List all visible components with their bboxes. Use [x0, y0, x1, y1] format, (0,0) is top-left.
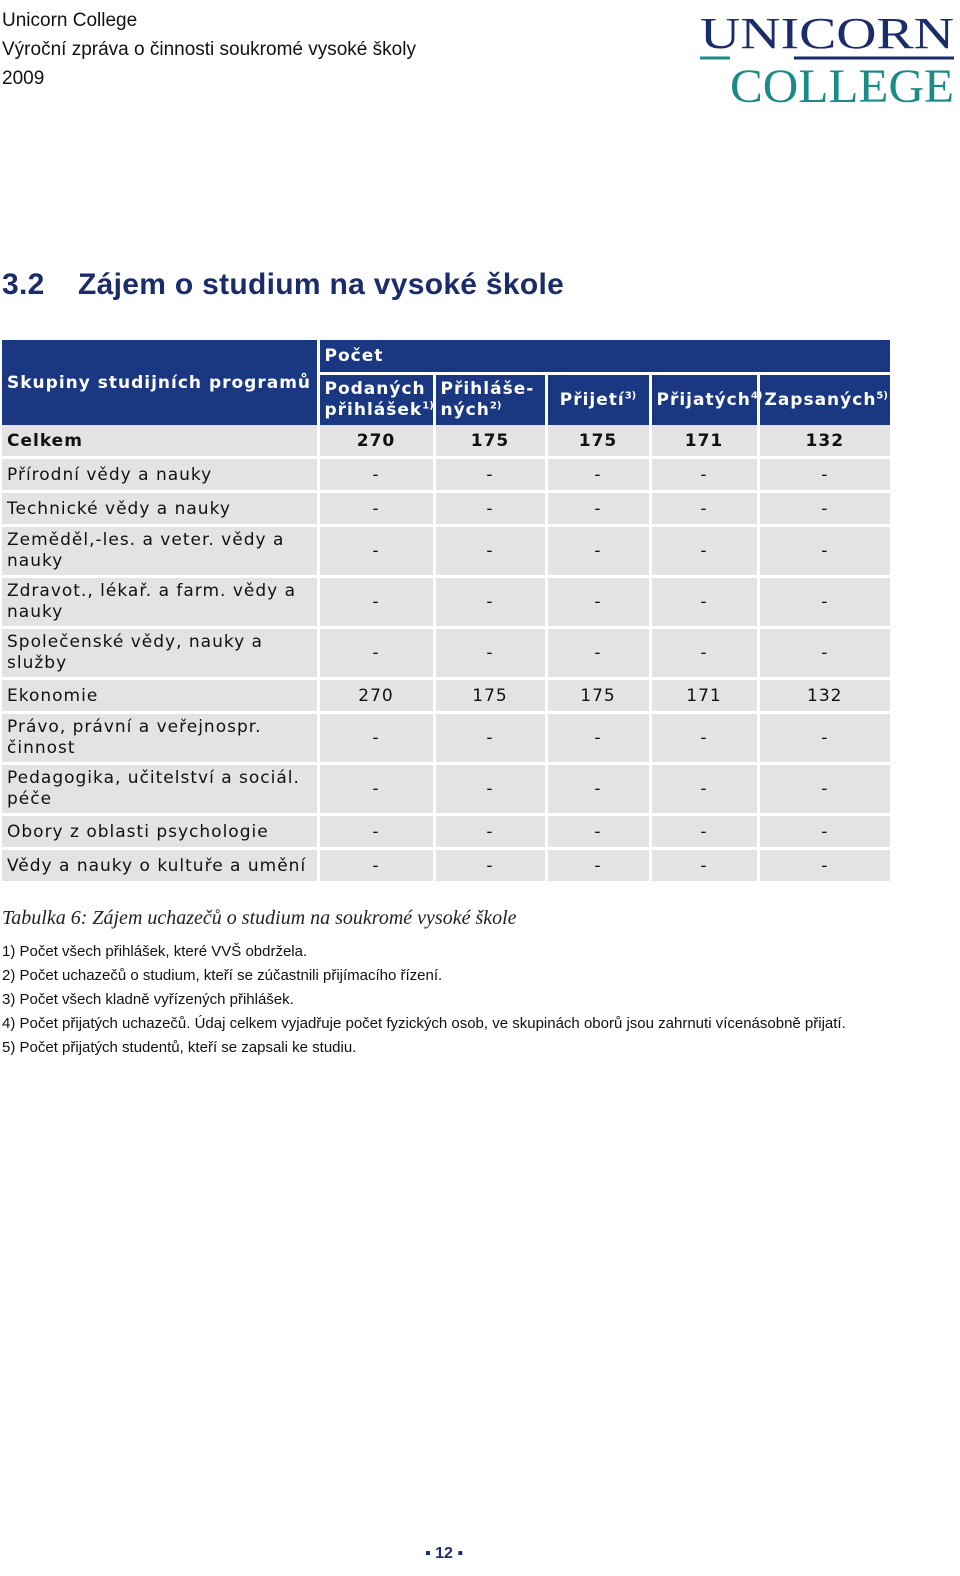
cell: 175 [546, 679, 650, 713]
cell: - [546, 577, 650, 628]
cell: - [318, 628, 434, 679]
cell: - [546, 815, 650, 849]
cell: - [758, 526, 890, 577]
cell: - [434, 628, 546, 679]
cell: 270 [318, 425, 434, 458]
footnote-3: 3) Počet všech kladně vyřízených přihlášek. [2, 991, 294, 1008]
cell: - [318, 526, 434, 577]
table-row [2, 764, 890, 815]
table-caption: Tabulka 6: Zájem uchazečů o studium na soukromé vysoké škole [2, 907, 517, 929]
table-row [2, 577, 890, 628]
cell: - [434, 815, 546, 849]
col-header-podanych: Podaných přihlášek$^{1)}$ [318, 374, 434, 426]
cell: - [650, 492, 758, 526]
cell: 132 [758, 425, 890, 458]
footnote-5: 5) Počet přijatých studentů, kteří se zapsali ke studiu. [2, 1039, 357, 1056]
cell: 171 [650, 425, 758, 458]
col-header-zapsanych: Zapsaných$^{5)}$ [758, 374, 890, 426]
col-header-prijeti: Přijetí$^{3)}$ [546, 374, 650, 426]
cell: - [650, 815, 758, 849]
cell: - [758, 713, 890, 764]
section-number: 3.2 [2, 268, 45, 301]
count-group-header: Počet [318, 340, 890, 374]
cell: - [318, 577, 434, 628]
cell: - [434, 458, 546, 492]
cell: - [650, 577, 758, 628]
table-row [2, 492, 890, 526]
section-title: Zájem o studium na vysoké škole [78, 268, 565, 301]
table-row [2, 425, 890, 458]
cell: - [758, 577, 890, 628]
cell: - [434, 849, 546, 883]
cell: - [650, 458, 758, 492]
cell: - [434, 713, 546, 764]
row-label: Zeměděl,-les. a veter. vědy a nauky [2, 526, 318, 577]
cell: 175 [546, 425, 650, 458]
section-heading [2, 268, 564, 302]
logo-word-unicorn: UNICORN [700, 9, 954, 58]
cell: - [650, 628, 758, 679]
row-label: Zdravot., lékař. a farm. vědy a nauky [2, 577, 318, 628]
cell: - [318, 713, 434, 764]
cell: - [650, 764, 758, 815]
cell: - [758, 849, 890, 883]
table-row [2, 849, 890, 883]
row-label: Obory z oblasti psychologie [2, 815, 318, 849]
cell: - [758, 458, 890, 492]
cell: - [434, 492, 546, 526]
cell: - [434, 526, 546, 577]
row-label: Technické vědy a nauky [2, 492, 318, 526]
cell: - [546, 764, 650, 815]
row-label: Celkem [2, 425, 318, 458]
cell: - [650, 713, 758, 764]
col-header-prijatych: Přijatých$^{4)}$ [650, 374, 758, 426]
row-label: Přírodní vědy a nauky [2, 458, 318, 492]
col-header-prihlasenych: Přihláše-ných$^{2)}$ [434, 374, 546, 426]
cell: - [318, 815, 434, 849]
table-row [2, 679, 890, 713]
table-row [2, 458, 890, 492]
row-label: Vědy a nauky o kultuře a umění [2, 849, 318, 883]
cell: - [546, 492, 650, 526]
row-label: Právo, právní a veřejnospr. činnost [2, 713, 318, 764]
unicorn-college-logo [696, 4, 958, 108]
cell: - [758, 492, 890, 526]
table-row [2, 526, 890, 577]
footnotes [2, 942, 888, 1062]
cell: - [758, 628, 890, 679]
cell: - [758, 815, 890, 849]
header-year: 2009 [2, 68, 45, 89]
cell: - [434, 764, 546, 815]
logo-word-college: COLLEGE [730, 60, 954, 108]
table-row [2, 815, 890, 849]
cell: - [546, 628, 650, 679]
document-header [2, 6, 416, 93]
table-row [2, 713, 890, 764]
cell: 175 [434, 425, 546, 458]
cell: - [546, 458, 650, 492]
cell: 175 [434, 679, 546, 713]
row-label: Ekonomie [2, 679, 318, 713]
cell: - [650, 526, 758, 577]
cell: - [546, 849, 650, 883]
cell: - [758, 764, 890, 815]
cell: - [318, 458, 434, 492]
footnote-2: 2) Počet uchazečů o studium, kteří se zúčastnili přijímacího řízení. [2, 967, 443, 984]
footnote-4: 4) Počet přijatých uchazečů. Údaj celkem vyjadřuje počet fyzických osob, ve skupinách oborů jsou zahrnuti vícenásobně přijatí. [2, 1015, 846, 1032]
cell: - [546, 713, 650, 764]
row-label: Pedagogika, učitelství a sociál. péče [2, 764, 318, 815]
header-institution: Unicorn College [2, 10, 138, 31]
footnote-1: 1) Počet všech přihlášek, které VVŠ obdržela. [2, 943, 308, 960]
cell: 171 [650, 679, 758, 713]
table-row [2, 628, 890, 679]
cell: - [434, 577, 546, 628]
cell: - [318, 849, 434, 883]
cell: 270 [318, 679, 434, 713]
cell: - [650, 849, 758, 883]
row-label: Společenské vědy, nauky a služby [2, 628, 318, 679]
row-group-header: Skupiny studijních programů [2, 340, 318, 425]
cell: 132 [758, 679, 890, 713]
header-report-title: Výroční zpráva o činnosti soukromé vysoké školy [2, 39, 416, 60]
admissions-table [2, 340, 890, 884]
cell: - [318, 764, 434, 815]
cell: - [318, 492, 434, 526]
cell: - [546, 526, 650, 577]
page-number: ▪ 12 ▪ [424, 1545, 464, 1562]
